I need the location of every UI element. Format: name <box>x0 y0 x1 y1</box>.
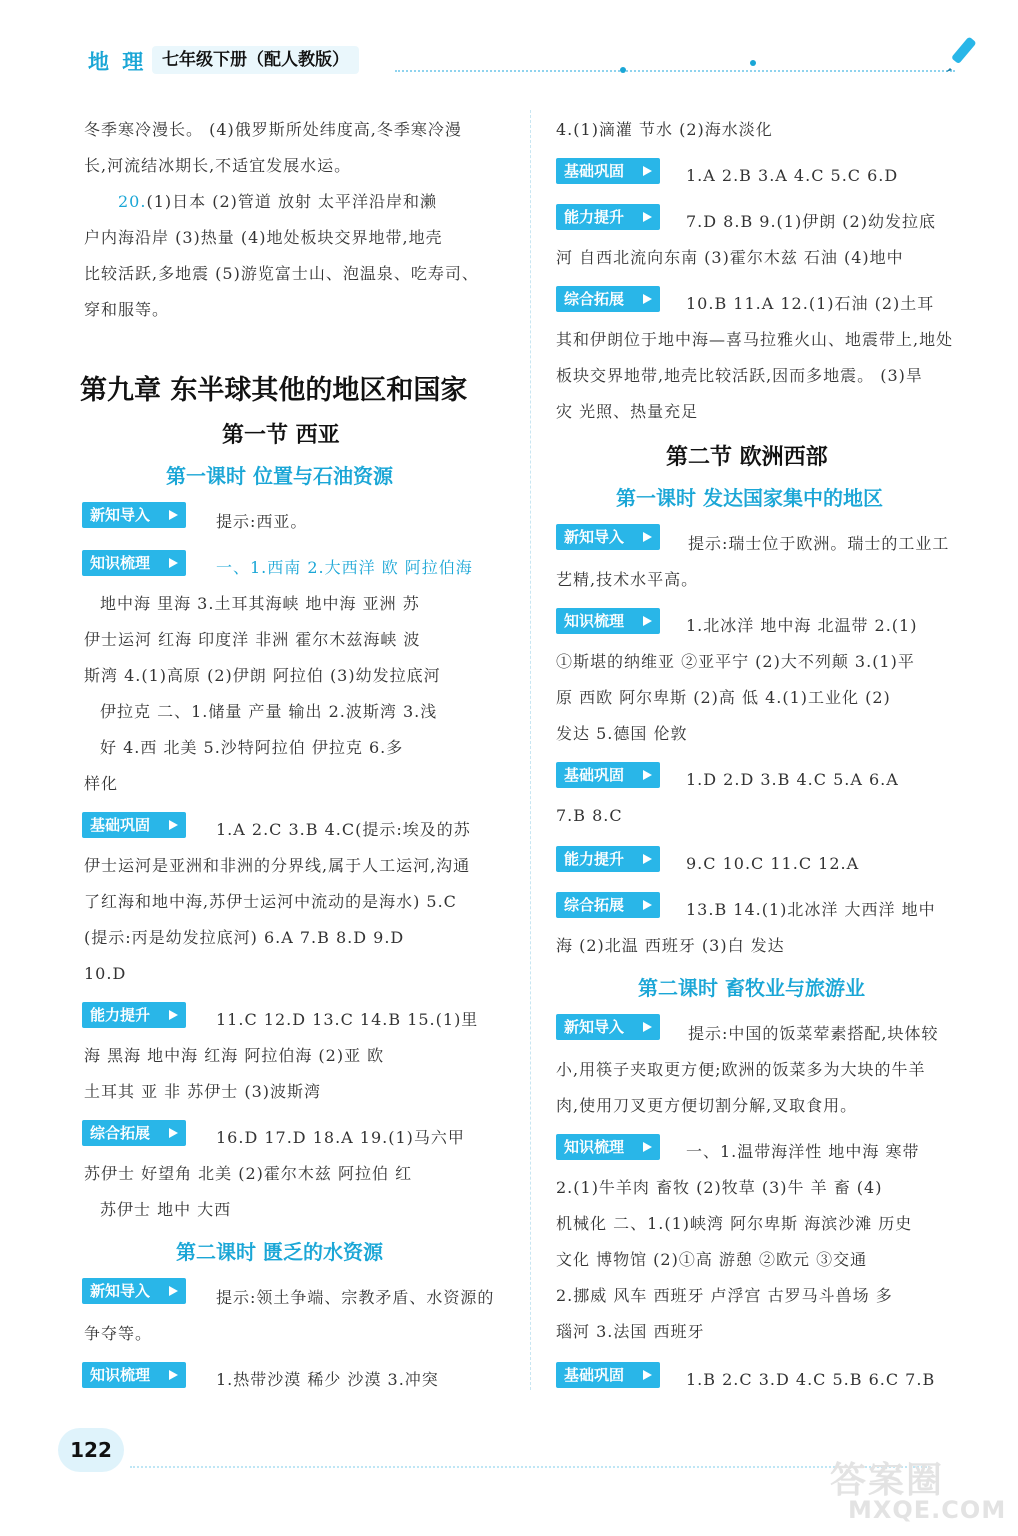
text-line: 机械化 二、1.(1)峡湾 阿尔卑斯 海滨沙滩 历史 <box>556 1214 913 1233</box>
text-line: ①斯堪的纳维亚 ②亚平宁 (2)大不列颠 3.(1)平 <box>556 652 915 671</box>
text-line: 提示:瑞士位于欧洲。瑞士的工业工 <box>688 534 950 553</box>
tag-xinzhi: 新知导入 <box>82 502 186 528</box>
tag-nengli: 能力提升 <box>82 1002 186 1028</box>
section-title: 第一节 西亚 <box>222 423 340 448</box>
text-line: 1.B 2.C 3.D 4.C 5.B 6.C 7.B <box>686 1370 936 1389</box>
tag-zhishi: 知识梳理 <box>556 608 660 634</box>
header-divider <box>395 70 955 72</box>
text-line: (提示:丙是幼发拉底河) 6.A 7.B 8.D 9.D <box>84 928 405 947</box>
text-line: 苏伊士 地中 大西 <box>100 1200 232 1219</box>
lesson-title: 第二课时 匮乏的水资源 <box>176 1240 383 1264</box>
tag-xinzhi: 新知导入 <box>556 1014 660 1040</box>
question-20 <box>118 190 437 214</box>
header-dot <box>750 60 756 66</box>
text-line: 艺精,技术水平高。 <box>556 570 699 589</box>
tag-xinzhi: 新知导入 <box>556 524 660 550</box>
text-line: 海 黑海 地中海 红海 阿拉伯海 (2)亚 欧 <box>84 1046 385 1065</box>
footer-divider <box>130 1466 930 1468</box>
watermark-logo: 答案圈 <box>830 1460 945 1501</box>
text-line: 11.C 12.D 13.C 14.B 15.(1)里 <box>216 1010 479 1029</box>
tag-zhishi: 知识梳理 <box>82 550 186 576</box>
text-line: 灾 光照、热量充足 <box>556 402 699 421</box>
column-divider <box>530 110 531 1390</box>
book-title: 七年级下册（配人教版） <box>152 46 359 74</box>
lesson-title: 第一课时 位置与石油资源 <box>166 464 393 488</box>
text-line: 2.挪威 风车 西班牙 卢浮宫 古罗马斗兽场 多 <box>556 1286 893 1305</box>
tag-zonghe: 综合拓展 <box>82 1120 186 1146</box>
text-line: 板块交界地带,地壳比较活跃,因而多地震。 (3)旱 <box>556 366 923 385</box>
text-line: 河 自西北流向东南 (3)霍尔木兹 石油 (4)地中 <box>556 248 904 267</box>
text-line: 13.B 14.(1)北冰洋 大西洋 地中 <box>686 900 936 919</box>
tag-jichu: 基础巩固 <box>82 812 186 838</box>
text-line: 了红海和地中海,苏伊士运河中流动的是海水) 5.C <box>84 892 457 911</box>
text-line: 4.(1)滴灌 节水 (2)海水淡化 <box>556 120 773 139</box>
text-line: 样化 <box>84 774 119 793</box>
header-dot <box>620 67 626 73</box>
text-line: 10.B 11.A 12.(1)石油 (2)土耳 <box>686 294 935 313</box>
tag-zonghe: 综合拓展 <box>556 286 660 312</box>
text-line: 海 (2)北温 西班牙 (3)白 发达 <box>556 936 785 955</box>
text-line: 9.C 10.C 11.C 12.A <box>686 854 860 873</box>
answer-text: (1)日本 (2)管道 放射 太平洋沿岸和濑 <box>146 192 438 211</box>
text-line: 文化 博物馆 (2)①高 游憩 ②欧元 ③交通 <box>556 1250 868 1269</box>
tag-jichu: 基础巩固 <box>556 762 660 788</box>
text-line: 一、1.温带海洋性 地中海 寒带 <box>686 1142 920 1161</box>
tag-jichu: 基础巩固 <box>556 1362 660 1388</box>
text-line: 地中海 里海 3.土耳其海峡 地中海 亚洲 苏 <box>100 594 420 613</box>
watermark-url: MXQE.COM <box>848 1496 1007 1524</box>
lesson-title: 第一课时 发达国家集中的地区 <box>616 486 883 510</box>
text-line: 提示:领土争端、宗教矛盾、水资源的 <box>216 1288 495 1307</box>
tag-xinzhi: 新知导入 <box>82 1278 186 1304</box>
text-line: 1.北冰洋 地中海 北温带 2.(1) <box>686 616 918 635</box>
subject-title: 地 理 <box>88 50 147 74</box>
text-line: 其和伊朗位于地中海—喜马拉雅火山、地震带上,地处 <box>556 330 954 349</box>
question-number: 20. <box>118 192 147 211</box>
text-line: 1.A 2.B 3.A 4.C 5.C 6.D <box>686 166 899 185</box>
text-line: 一、1.西南 2.大西洋 欧 阿拉伯海 <box>216 558 473 577</box>
text-line: 7.D 8.B 9.(1)伊朗 (2)幼发拉底 <box>686 212 936 231</box>
text-line: 冬季寒冷漫长。 (4)俄罗斯所处纬度高,冬季寒冷漫 <box>84 120 462 139</box>
text-line: 16.D 17.D 18.A 19.(1)马六甲 <box>216 1128 465 1147</box>
text-line: 长,河流结冰期长,不适宜发展水运。 <box>84 156 352 175</box>
text-line: 2.(1)牛羊肉 畜牧 (2)牧草 (3)牛 羊 畜 (4) <box>556 1178 883 1197</box>
text-line: 提示:西亚。 <box>216 512 308 531</box>
tag-nengli: 能力提升 <box>556 204 660 230</box>
text-line: 苏伊士 好望角 北美 (2)霍尔木兹 阿拉伯 红 <box>84 1164 413 1183</box>
text-line: 争夺等。 <box>84 1324 153 1343</box>
lesson-title: 第二课时 畜牧业与旅游业 <box>638 976 865 1000</box>
text-line: 伊士运河 红海 印度洋 非洲 霍尔木兹海峡 波 <box>84 630 421 649</box>
text-line: 肉,使用刀叉更方便切割分解,叉取食用。 <box>556 1096 858 1115</box>
text-line: 伊士运河是亚洲和非洲的分界线,属于人工运河,沟通 <box>84 856 471 875</box>
chapter-title: 第九章 东半球其他的地区和国家 <box>80 375 468 406</box>
text-line: 1.D 2.D 3.B 4.C 5.A 6.A <box>686 770 899 789</box>
tag-zonghe: 综合拓展 <box>556 892 660 918</box>
pen-icon <box>942 34 982 74</box>
text-line: 小,用筷子夹取更方便;欧洲的饭菜多为大块的牛羊 <box>556 1060 926 1079</box>
text-line: 10.D <box>84 964 127 983</box>
tag-zhishi: 知识梳理 <box>556 1134 660 1160</box>
page-number: 122 <box>58 1428 124 1472</box>
text-line: 提示:中国的饭菜荤素搭配,块体较 <box>688 1024 939 1043</box>
text-line: 穿和服等。 <box>84 300 170 319</box>
text-line: 好 4.西 北美 5.沙特阿拉伯 伊拉克 6.多 <box>100 738 404 757</box>
text-line: 1.A 2.C 3.B 4.C(提示:埃及的苏 <box>216 820 471 839</box>
text-line: 1.热带沙漠 稀少 沙漠 3.冲突 <box>216 1370 439 1389</box>
text-line: 土耳其 亚 非 苏伊士 (3)波斯湾 <box>84 1082 322 1101</box>
text-line: 斯湾 4.(1)高原 (2)伊朗 阿拉伯 (3)幼发拉底河 <box>84 666 441 685</box>
text-line: 户内海沿岸 (3)热量 (4)地处板块交界地带,地壳 <box>84 228 443 247</box>
text-line: 发达 5.德国 伦敦 <box>556 724 688 743</box>
tag-zhishi: 知识梳理 <box>82 1362 186 1388</box>
text-line: 7.B 8.C <box>556 806 623 825</box>
tag-jichu: 基础巩固 <box>556 158 660 184</box>
text-line: 比较活跃,多地震 (5)游览富士山、泡温泉、吃寿司、 <box>84 264 479 283</box>
text-line: 瑙河 3.法国 西班牙 <box>556 1322 705 1341</box>
text-line: 原 西欧 阿尔卑斯 (2)高 低 4.(1)工业化 (2) <box>556 688 891 707</box>
tag-nengli: 能力提升 <box>556 846 660 872</box>
section-title: 第二节 欧洲西部 <box>666 445 828 470</box>
text-line: 伊拉克 二、1.储量 产量 输出 2.波斯湾 3.浅 <box>100 702 438 721</box>
